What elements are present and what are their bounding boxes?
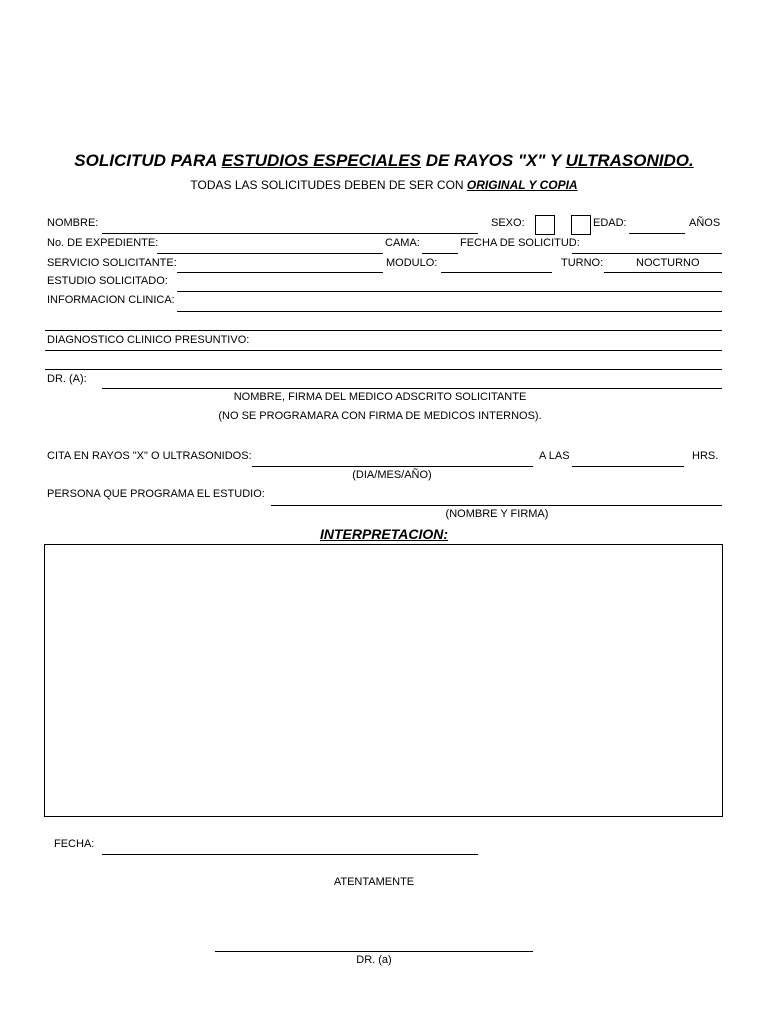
fecha-format-caption: (DIA/MES/AÑO): [352, 469, 432, 481]
interpretacion-box[interactable]: [44, 544, 723, 817]
title-part-1: SOLICITUD PARA: [74, 151, 222, 170]
sexo-checkbox-1[interactable]: [535, 215, 555, 235]
expediente-field[interactable]: [157, 253, 383, 254]
title-part-3: DE RAYOS "X" Y: [420, 151, 566, 170]
estudio-field[interactable]: [177, 291, 722, 292]
persona-field[interactable]: [271, 505, 722, 506]
diagnostico-field-line-2[interactable]: [45, 369, 722, 370]
form-title: [0, 150, 768, 172]
diagnostico-label: DIAGNOSTICO CLINICO PRESUNTIVO:: [47, 334, 250, 346]
servicio-field[interactable]: [177, 272, 383, 273]
modulo-field[interactable]: [441, 272, 552, 273]
nombre-firma-caption: (NOMBRE Y FIRMA): [445, 508, 549, 520]
cita-hora-field[interactable]: [572, 466, 684, 467]
turno-value: NOCTURNO: [636, 257, 700, 269]
edad-label: EDAD:: [593, 217, 627, 229]
cama-field[interactable]: [422, 253, 458, 254]
cama-label: CAMA:: [385, 237, 420, 249]
informacion-field-line-2[interactable]: [45, 330, 722, 331]
medico-caption: NOMBRE, FIRMA DEL MEDICO ADSCRITO SOLICITANTE: [233, 391, 527, 403]
nombre-field[interactable]: [102, 233, 478, 234]
anos-label: AÑOS: [689, 217, 721, 229]
signature-line[interactable]: [215, 951, 533, 952]
subtitle-text: TODAS LAS SOLICITUDES DEBEN DE SER CON: [190, 178, 467, 192]
form-subtitle: [0, 178, 768, 193]
informacion-field[interactable]: [177, 311, 722, 312]
diagnostico-field[interactable]: [45, 350, 722, 351]
turno-field[interactable]: [604, 272, 722, 273]
fecha-label: FECHA:: [54, 838, 95, 850]
cita-fecha-field[interactable]: [252, 466, 533, 467]
dr-label: DR. (A):: [47, 373, 87, 385]
title-part-4: ULTRASONIDO.: [565, 151, 694, 170]
hrs-label: HRS.: [692, 450, 719, 462]
dr-field[interactable]: [102, 388, 722, 389]
fecha-solicitud-label: FECHA DE SOLICITUD:: [460, 237, 580, 249]
estudio-label: ESTUDIO SOLICITADO:: [47, 275, 168, 287]
sexo-checkbox-2[interactable]: [571, 215, 591, 235]
a-las-label: A LAS: [539, 450, 570, 462]
informacion-label: INFORMACION CLINICA:: [47, 294, 175, 306]
internos-note: (NO SE PROGRAMARA CON FIRMA DE MEDICOS INTERNOS).: [218, 410, 542, 422]
expediente-label: No. DE EXPEDIENTE:: [47, 237, 159, 249]
atentamente-text: ATENTAMENTE: [333, 876, 415, 888]
fecha-solicitud-field[interactable]: [572, 253, 722, 254]
nombre-label: NOMBRE:: [47, 217, 99, 229]
modulo-label: MODULO:: [386, 257, 438, 269]
interpretacion-heading: INTERPRETACION:: [319, 526, 449, 542]
turno-label: TURNO:: [561, 257, 604, 269]
cita-label: CITA EN RAYOS "X" O ULTRASONIDOS:: [47, 450, 252, 462]
sexo-label: SEXO:: [491, 217, 525, 229]
subtitle-emphasis: ORIGINAL Y COPIA: [466, 178, 578, 192]
persona-label: PERSONA QUE PROGRAMA EL ESTUDIO:: [47, 488, 265, 500]
title-part-2: ESTUDIOS ESPECIALES: [221, 151, 421, 170]
edad-field[interactable]: [629, 233, 685, 234]
dr-signature-caption: DR. (a): [356, 954, 392, 966]
servicio-label: SERVICIO SOLICITANTE:: [47, 257, 177, 269]
fecha-field[interactable]: [102, 854, 478, 855]
